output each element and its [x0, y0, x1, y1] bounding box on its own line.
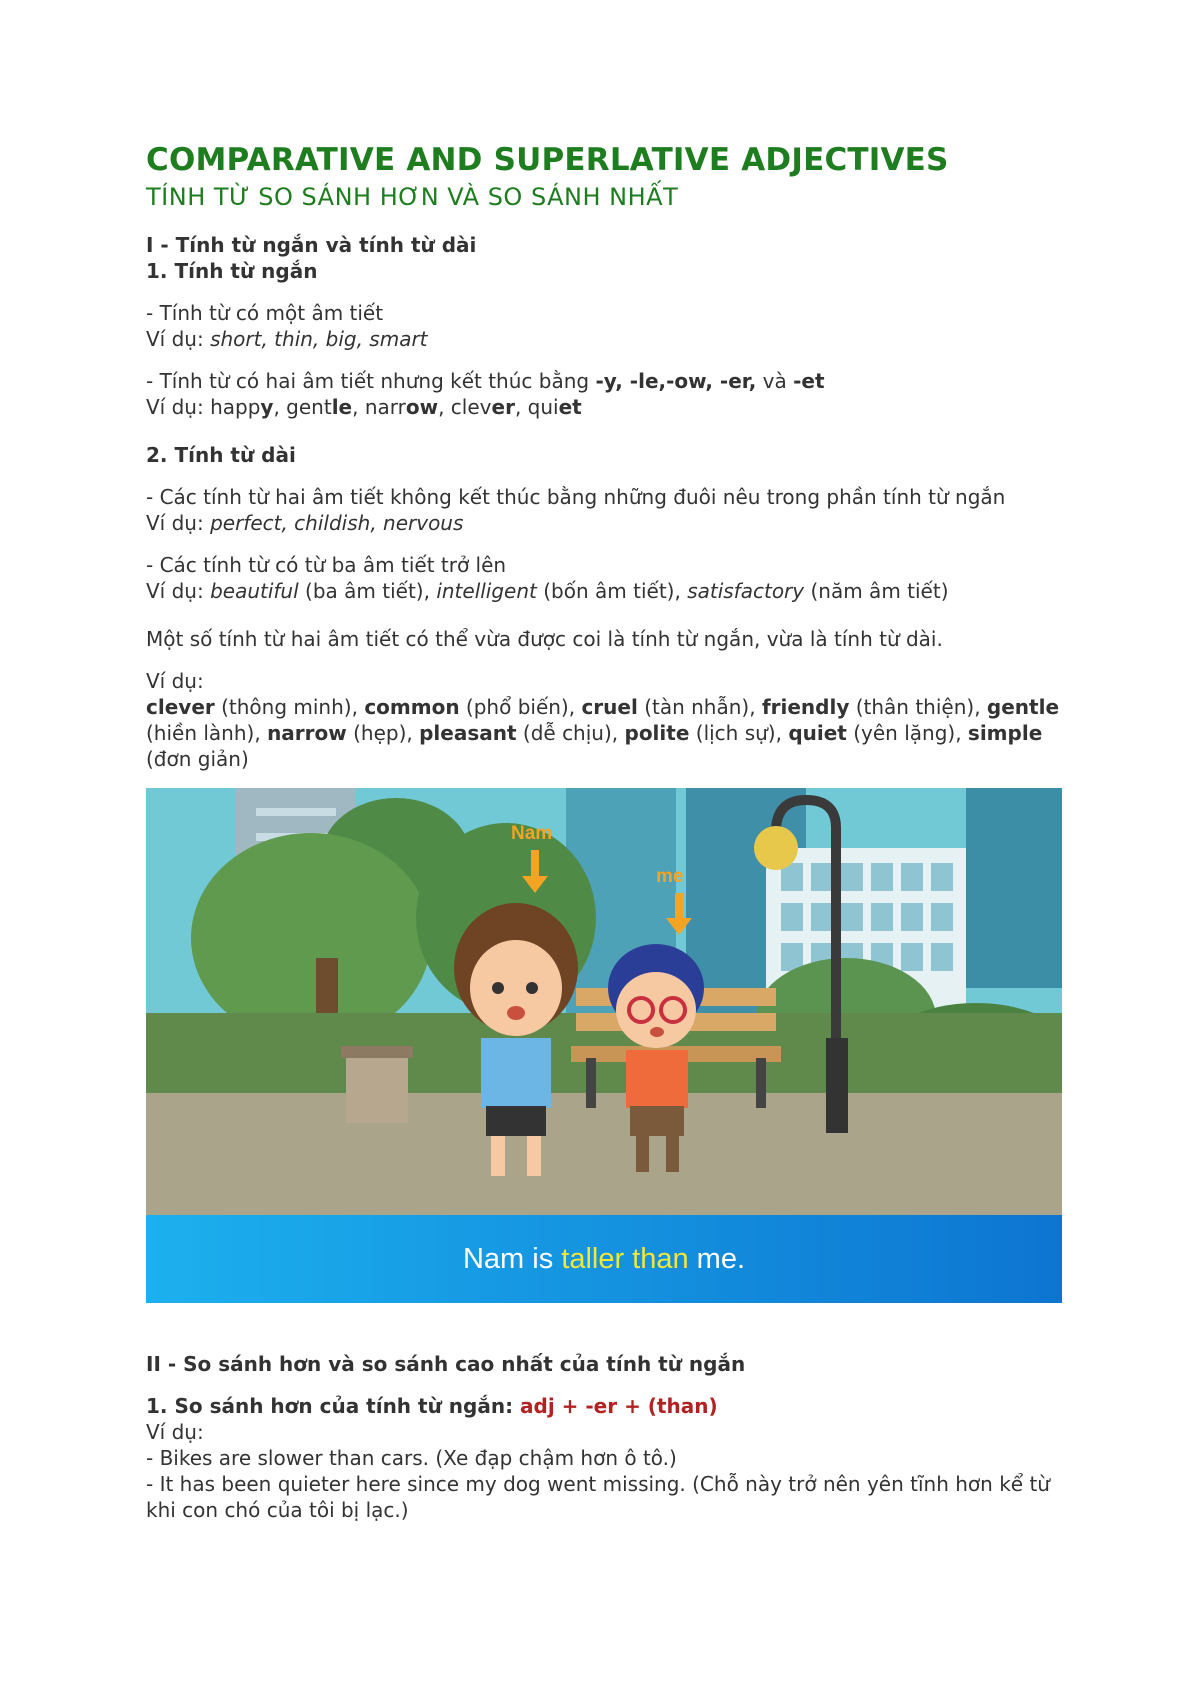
- example-word-stem: happ: [210, 395, 261, 419]
- page-subtitle: TÍNH TỪ SO SÁNH HƠN VÀ SO SÁNH NHẤT: [146, 183, 679, 211]
- label-nam: Nam: [511, 823, 553, 844]
- example-word-ending: er: [491, 395, 515, 419]
- section2-example-label: Ví dụ:: [146, 1420, 204, 1444]
- note-both-types: Một số tính từ hai âm tiết có thể vừa được coi là tính từ ngắn, vừa là tính từ dài.: [146, 627, 943, 651]
- document-page: [146, 140, 1066, 1523]
- both-type-word: clever: [146, 695, 215, 719]
- section2-heading: II - So sánh hơn và so sánh cao nhất của tính từ ngắn: [146, 1352, 746, 1376]
- both-type-word: polite: [624, 721, 690, 745]
- example-long-word: satisfactory: [687, 579, 805, 603]
- short-adjectives-heading: 1. Tính từ ngắn: [146, 259, 318, 283]
- example-long-word: intelligent: [436, 579, 537, 603]
- example-both-label: Ví dụ:: [146, 669, 204, 693]
- page-title: COMPARATIVE AND SUPERLATIVE ADJECTIVES: [146, 142, 949, 178]
- illustration-park: [146, 788, 1062, 1303]
- example-word-ending: le: [331, 395, 353, 419]
- both-type-word: narrow: [267, 721, 347, 745]
- example-word-stem: qui: [527, 395, 559, 419]
- example-two-syllable-long: Ví dụ: perfect, childish, nervous: [146, 511, 464, 535]
- rule-one-syllable: - Tính từ có một âm tiết: [146, 301, 384, 325]
- long-adjectives-heading: 2. Tính từ dài: [146, 443, 296, 467]
- example-both-list: clever (thông minh), common (phổ biến), cruel (tàn nhẫn), friendly (thân thiện), gentle (hiền lành), narrow (hẹp), pleasant (dễ chịu), polite (lịch sự), quiet (yên lặng), simple (đơn giản): [146, 695, 1060, 771]
- example-one-syllable: Ví dụ: short, thin, big, smart: [146, 327, 428, 351]
- both-type-word: gentle: [986, 695, 1060, 719]
- example-word-ending: ow: [405, 395, 439, 419]
- label-me: me: [656, 866, 684, 887]
- section2-example-2: - It has been quieter here since my dog went missing. (Chỗ này trở nên yên tĩnh hơn kể từ khi con chó của tôi bị lạc.): [146, 1472, 1050, 1522]
- both-type-word: common: [364, 695, 460, 719]
- caption-text: Nam is taller than me.: [462, 1242, 746, 1275]
- both-type-word: quiet: [788, 721, 847, 745]
- example-two-syllable: Ví dụ: happy, gentle, narrow, clever, quiet: [146, 395, 582, 419]
- both-type-word: simple: [967, 721, 1043, 745]
- caption-bar: [146, 1215, 1062, 1303]
- both-type-word: pleasant: [419, 721, 517, 745]
- both-type-word: friendly: [761, 695, 850, 719]
- example-word-ending: y: [260, 395, 274, 419]
- example-three-syllable: Ví dụ: beautiful (ba âm tiết), intelligent (bốn âm tiết), satisfactory (năm âm tiết): [146, 579, 949, 603]
- both-type-word: cruel: [581, 695, 638, 719]
- rule-two-syllable-endings: - Tính từ có hai âm tiết nhưng kết thúc bằng -y, -le,-ow, -er, và -et: [146, 369, 825, 393]
- example-long-word: beautiful: [210, 579, 299, 603]
- example-word-stem: narr: [364, 395, 406, 419]
- rule-two-syllable-other: - Các tính từ hai âm tiết không kết thúc bằng những đuôi nêu trong phần tính từ ngắn: [146, 485, 1006, 509]
- section1-heading: I - Tính từ ngắn và tính từ dài: [146, 233, 477, 257]
- section2-example-1: - Bikes are slower than cars. (Xe đạp chậm hơn ô tô.): [146, 1446, 677, 1470]
- comparative-short-heading: 1. So sánh hơn của tính từ ngắn: adj + -er + (than): [146, 1394, 718, 1418]
- example-word-stem: clev: [450, 395, 492, 419]
- example-word-stem: gent: [286, 395, 332, 419]
- rule-three-syllable: - Các tính từ có từ ba âm tiết trở lên: [146, 553, 507, 577]
- example-word-ending: et: [558, 395, 582, 419]
